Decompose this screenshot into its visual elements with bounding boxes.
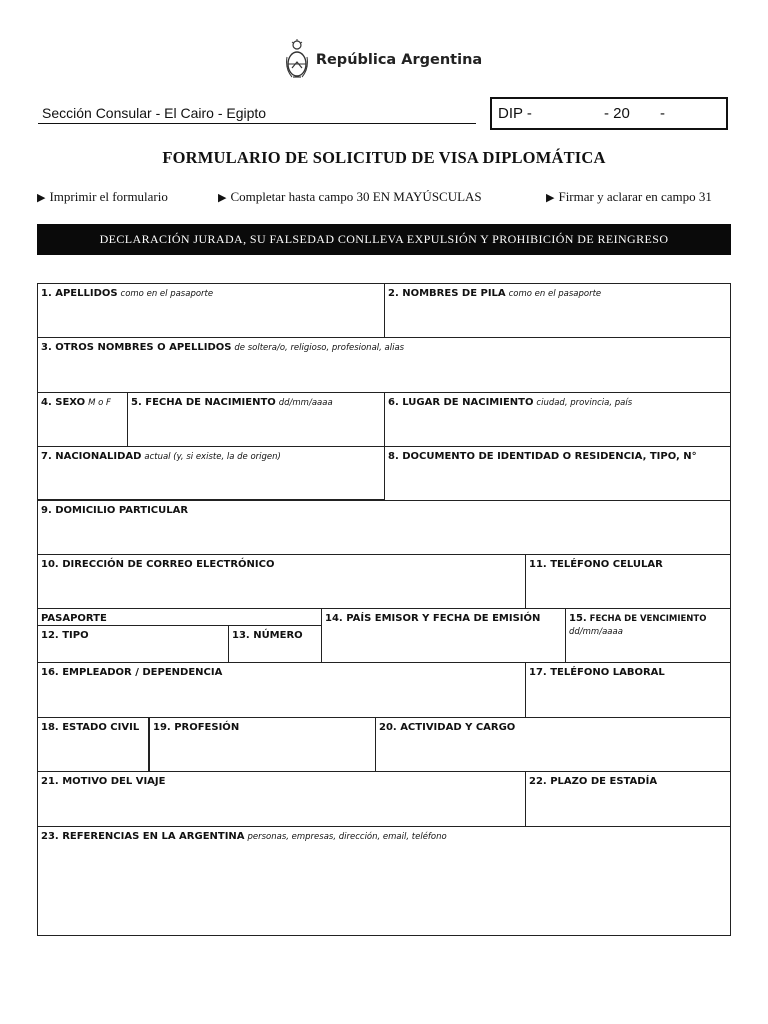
instruction-2 [218, 189, 482, 205]
field-hint: personas, empresas, dirección, email, teléfono [247, 832, 447, 842]
field-birth-place[interactable] [385, 393, 731, 447]
field-passport-number[interactable] [229, 626, 322, 663]
header [0, 36, 768, 84]
field-label: 20. ACTIVIDAD Y CARGO [379, 722, 516, 733]
field-hint: de soltera/o, religioso, profesional, alias [234, 343, 405, 353]
field-label: 4. SEXO [41, 397, 86, 408]
field-label: 12. TIPO [41, 630, 89, 641]
field-hint: dd/mm/aaaa [278, 398, 333, 408]
field-hint: actual (y, si existe, la de origen) [144, 452, 281, 462]
field-label: 21. MOTIVO DEL VIAJE [41, 776, 166, 787]
brand [286, 39, 482, 81]
field-label: 8. DOCUMENTO DE IDENTIDAD O RESIDENCIA, TIPO, N° [388, 451, 697, 462]
form-title: FORMULARIO DE SOLICITUD DE VISA DIPLOMÁTICA [162, 148, 606, 167]
field-first-names[interactable] [385, 284, 731, 338]
field-label: 3. OTROS NOMBRES O APELLIDOS [41, 342, 232, 353]
field-mobile-phone[interactable] [526, 555, 731, 609]
arrow-right-icon: ▶ [546, 192, 555, 204]
field-email[interactable] [38, 555, 526, 609]
field-activity-position[interactable] [376, 718, 731, 772]
field-label-small: FECHA DE VENCIMIENTO [589, 614, 707, 624]
field-expiry-date[interactable] [566, 609, 731, 663]
field-hint: ciudad, provincia, país [536, 398, 633, 408]
instruction-1 [37, 189, 168, 205]
instruction-3 [546, 189, 712, 205]
dip-prefix: DIP - [498, 105, 532, 122]
application-form-grid [37, 283, 731, 936]
field-sex[interactable] [38, 393, 128, 447]
field-label: 1. APELLIDOS [41, 288, 118, 299]
field-surnames[interactable] [38, 284, 385, 338]
instruction-text: Firmar y aclarar en campo 31 [558, 189, 712, 204]
field-label: 19. PROFESIÓN [153, 722, 240, 733]
field-passport-type[interactable] [38, 626, 229, 663]
field-label: 9. DOMICILIO PARTICULAR [41, 505, 189, 516]
dip-suffix: - [660, 105, 665, 122]
field-other-names[interactable] [38, 338, 731, 393]
field-label: 10. DIRECCIÓN DE CORREO ELECTRÓNICO [41, 559, 275, 570]
coat-of-arms-icon [286, 39, 308, 81]
dip-middle: - 20 [604, 105, 630, 122]
group-label: PASAPORTE [41, 613, 107, 624]
field-label: 16. EMPLEADOR / DEPENDENCIA [41, 667, 223, 678]
sworn-declaration-banner: DECLARACIÓN JURADA, SU FALSEDAD CONLLEVA EXPULSIÓN Y PROHIBICIÓN DE REINGRESO [37, 224, 731, 255]
field-label: 13. NÚMERO [232, 630, 303, 641]
country-title: República Argentina [315, 52, 483, 68]
field-label: 22. PLAZO DE ESTADÍA [529, 776, 658, 787]
field-profession[interactable] [150, 718, 376, 772]
field-marital-status[interactable] [38, 718, 150, 772]
field-stay-length[interactable] [526, 772, 731, 827]
field-label: 18. ESTADO CIVIL [41, 722, 140, 733]
field-hint: dd/mm/aaaa [569, 627, 623, 637]
field-trip-reason[interactable] [38, 772, 526, 827]
instruction-text: Completar hasta campo 30 EN MAYÚSCULAS [230, 189, 482, 204]
field-employer[interactable] [38, 663, 526, 718]
instruction-text: Imprimir el formulario [49, 189, 168, 204]
field-references[interactable] [38, 827, 731, 935]
passport-group-header [38, 609, 322, 626]
field-issuing-country[interactable] [322, 609, 566, 663]
field-label: 5. FECHA DE NACIMIENTO [131, 397, 276, 408]
field-nationality[interactable] [38, 447, 385, 501]
arrow-right-icon: ▶ [218, 192, 227, 204]
field-hint: M o F [88, 398, 111, 408]
field-birth-date[interactable] [128, 393, 385, 447]
field-label: 2. NOMBRES DE PILA [388, 288, 506, 299]
field-label: 17. TELÉFONO LABORAL [529, 667, 665, 678]
field-label: 7. NACIONALIDAD [41, 451, 142, 462]
field-home-address[interactable] [38, 501, 731, 555]
field-label: 11. TELÉFONO CELULAR [529, 559, 663, 570]
dip-reference-box[interactable] [490, 97, 728, 130]
field-label: 15. [569, 613, 587, 624]
field-label: 14. PAÍS EMISOR Y FECHA DE EMISIÓN [325, 613, 541, 624]
field-hint: como en el pasaporte [508, 289, 602, 299]
field-label: 23. REFERENCIAS EN LA ARGENTINA [41, 831, 245, 842]
field-label: 6. LUGAR DE NACIMIENTO [388, 397, 534, 408]
consular-section: Sección Consular - El Cairo - Egipto [38, 104, 476, 124]
field-identity-document[interactable] [385, 447, 731, 501]
arrow-right-icon: ▶ [37, 192, 46, 204]
field-hint: como en el pasaporte [120, 289, 214, 299]
field-work-phone[interactable] [526, 663, 731, 718]
